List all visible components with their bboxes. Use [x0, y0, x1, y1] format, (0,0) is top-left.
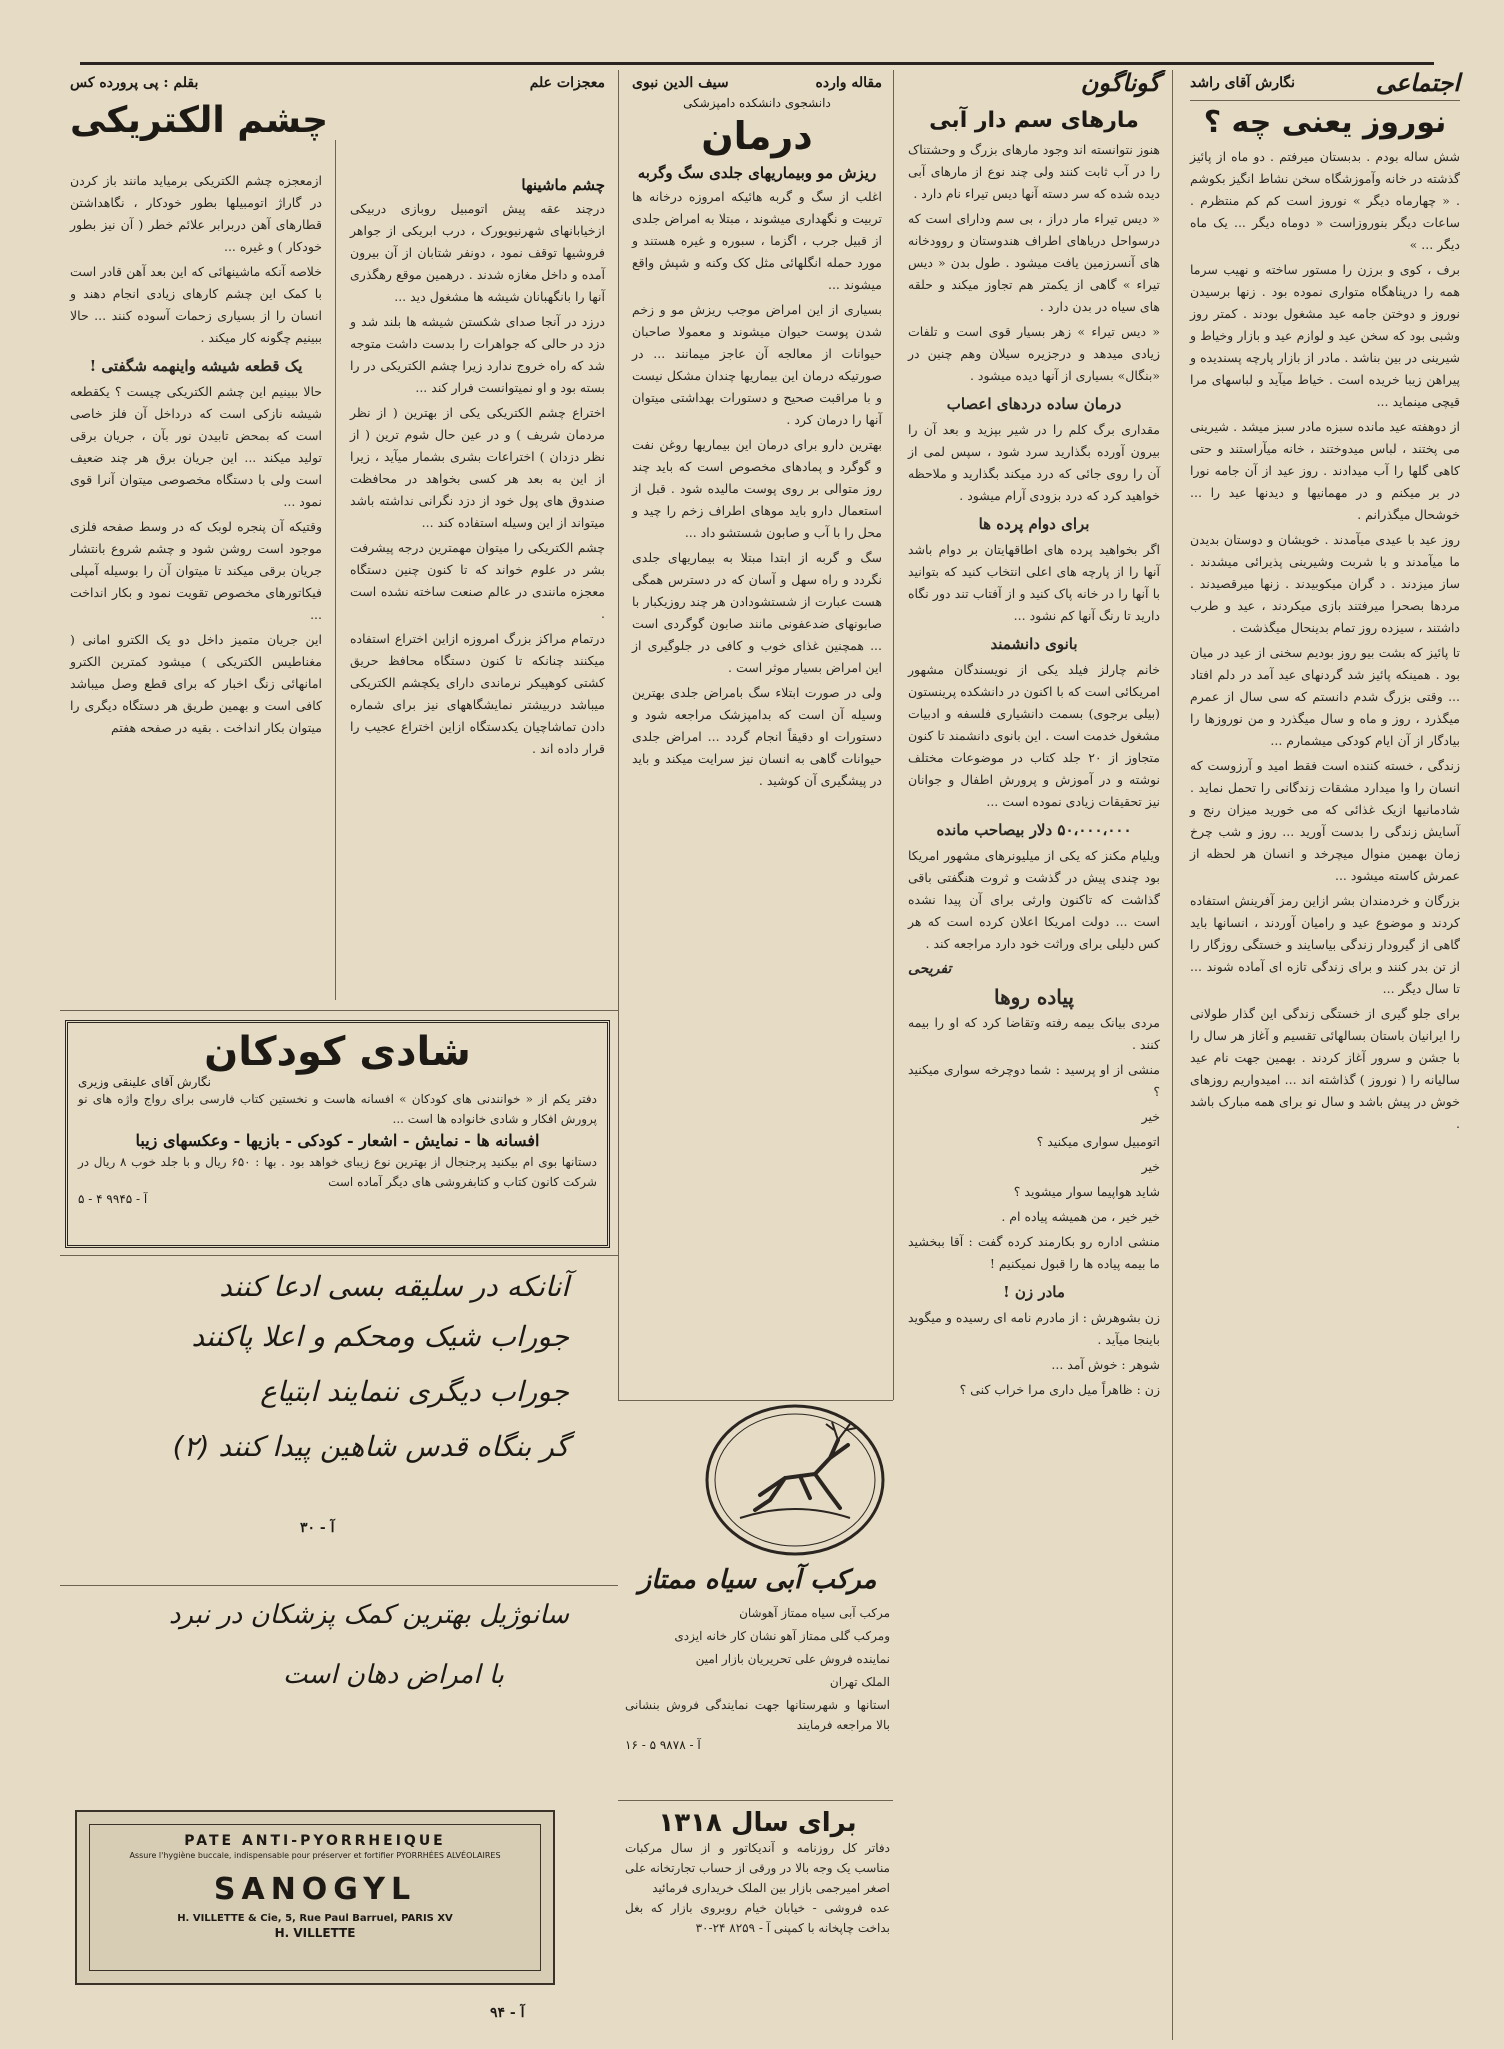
- section-divider: [60, 1010, 618, 1011]
- subheading: بانوی دانشمند: [990, 635, 1078, 653]
- subheading: یک قطعه شیشه واینهمه شگفتی !: [89, 357, 303, 375]
- article-body: هنوز نتوانسته اند وجود مارهای بزرگ و وحشتناک را در آب ثابت کنند ولی چند نوع از مارهای آبی دیده شده که سر دسته آنها دیس تیراء نام دارد . « دیس تیراء مار دراز ، بی سم ودارای است که درسواحل دریاهای اطراف هندوستان و روودخانه های آنسرزمین یافت میشود . طول بدن « دیس تیراء » گاهی از یکمتر هم تجاوز میکند و حلقه های سیاه در بدن دارد . « دیس تیراء » زهر بسیار قوی است و تلفات زیادی میدهد و درجزیره سیلان وهم چنین در «بنگال» بسیاری از آنها دیده میشود . درمان ساده دردهای اعصاب مقداری برگ کلم را در شیر بپزید و بعد آن را بیرون آورده بگذارید سرد شود ، سپس لمی از آن را روی جائی که درد میکند بگذارید و ملاحظه خواهید کرد که درد بزودی آرام میشود . برای دوام پرده ها اگر بخواهید پرده های اطاقهایتان بر دوام باشد آنها را از پارچه های اعلی انتخاب کنید که بتوانید با آنها را در خانه پاک کنید و از آفتاب تند دور نگاه دارید تا رنگ آنها کم نشود ... بانوی دانشمند خانم چارلز فیلد یکی از نویسندگان مشهور امریکائی است که با اکنون در دانشکده پرینستون (بیلی برجوی) بسمت دانشیاری فلسفه و ادبیات مشغول خدمت است . این بانوی دانشمند تا کنون متجاوز از ۲۰ جلد کتاب در موضوعات مختلف نوشته و در آموزش و پرورش اطفال و جوانان نیز تحقیقات زیادی نموده است ... ۵۰،۰۰۰،۰۰۰ دلار بیصاحب مانده ویلیام مکنز که یکی از میلیونرهای مشهور امریکا بود چندی پیش در گذشت و ثروت هنگفتی باقی گذاشت که تاکنون وارثی برای آن پیدا نشده است ... دولت امریکا اعلان کرده است که هر کس دلیلی برای وراثت خود دارد مراجعه کند . تفریحی پیاده روها مردی بیانک بیمه رفته وتقاضا کرد که او را بیمه کنند . منشی از او پرسید : شما دوچرخه سواری میکنید ؟ خیر اتومبیل سواری میکنید ؟ خیر شاید هواپیما سوار میشوید ؟ خیر خیر ، من همیشه پیاده ام . منشی اداره رو بکارمند کرده گفت : آقا ببخشید ما بیمه پیاده ها را قبول نمیکنیم ! مادر زن ! زن بشوهرش : از مادرم نامه ای رسیده و میگوید باینجا میآید . شوهر : خوش آمد ... زن : ظاهراً میل داری مرا خراب کنی ؟: [907, 142, 1160, 1397]
- column-divider: [335, 140, 336, 1000]
- section-label: اجتماعی: [1375, 70, 1460, 97]
- section-label: مقاله وارده: [815, 75, 882, 91]
- column-header: [632, 70, 882, 96]
- author-affiliation: دانشجوی دانشکده دامپزشکی: [683, 96, 831, 110]
- ad-code: آ - ۳۰: [300, 1520, 335, 1536]
- subheading: پیاده روها: [994, 985, 1074, 1009]
- sanogyl-ad-line: با امراض دهان است: [283, 1660, 504, 1690]
- section-label: معجزات علم: [529, 75, 605, 91]
- section-label: تفریحی: [908, 961, 952, 977]
- section-label: گوناگون: [1080, 70, 1160, 97]
- electric-eye-col-left: ازمعجزه چشم الکتریکی برمیاید مانند باز کردن در گاراژ اتومبیلها بطور خودکار ، نگاهداشتن قطارهای آهن دربرابر علائم خطر ( آن نیز بطور خودکار ) و غیره ... خلاصه آنکه ماشینهائی که این بعد آهن قادر است با کمک این چشم کارهای زیادی انجام دهند و انسان را از بسیاری زحمات آسوده کنند ... حالا ببینیم چگونه کار میکند . یک قطعه شیشه واینهمه شگفتی ! حالا ببینیم این چشم الکتریکی چیست ؟ یکقطعه شیشه نازکی است که درداخل آن فلز خاصی است که بمحض تابیدن نور بآن ، جریان برقی تولید میکند ... این جریان برق هر چند ضعیف است ولی با دستگاه مخصوصی میتوان آنرا قوی نمود ... وقتیکه آن پنجره لوبک که در وسط صفحه فلزی موجود است روشن شود و چشم شروع بانتشار جریان برقی میکند تا میتوان آن را بوسیله آمپلی فیکاتورهای مخصوص تقویت نمود و بکار انداخت ... این جریان متمیز داخل دو یک الکترو امانی ( مغناطیس الکتریکی ) میشود کمترین الکترو امانهائی زنگ اخبار که برای قطع وصل میباشد کافی است و بهمین طریق هر دستگاه دیگری را میتوان بکار انداخت . بقیه در صفحه هفتم: [70, 173, 322, 735]
- ad-title: برای سال ۱۳۱۸: [658, 1808, 857, 1838]
- article-title: مارهای سم دار آبی: [929, 108, 1139, 133]
- article-body: اغلب از سگ و گربه هائیکه امروزه درخانه ها تربیت و نگهداری میشوند ، مبتلا به امراض جلدی از قبیل جرب ، اگزما ، سبوره و غیره هستند و مورد حمله انگلهائی مثل کک وکنه و شپش واقع میشوند ... بسیاری از این امراض موجب ریزش مو و زخم شدن پوست حیوان میشوند و معمولا صاحبان حیوانات از معالجه آن عاجز میمانند ... در صورتیکه درمان این بیماریها چندان مشکل نیست و با مراقبت صحیح و دستورات بهداشتی میتوان آنها را درمان کرد . بهترین دارو برای درمان این بیماریها روغن نفت و گوگرد و پمادهای مخصوص است که باید چند روز متوالی بر روی پوست مالیده شود . قبل از استعمال دارو باید موهای اطراف زخم را چید و محل را با آب و صابون شستشو داد ... سگ و گربه از ابتدا مبتلا به بیماریهای جلدی نگردد و راه سهل و آسان که در دسترس همگی هست عبارت از شستشودادن هر چند روزیکبار با صابونهای ضدعفونی مانند صابون گوگردی است ... همچنین غذای خوب و کافی در جلوگیری از این امراض بسیار موثر است . ولی در صورت ابتلاء سگ بامراض جلدی بهترین وسیله آن است که بدامپزشک مراجعه شود و دستورات او دقیقاً انجام گردد ... امراض جلدی حیوانات گاهی به انسان نیز سرایت میکند و باید در پیشگیری آن کوشید .: [632, 189, 882, 788]
- column-divider: [618, 70, 619, 1400]
- article-title: نوروز یعنی چه ؟: [1203, 105, 1447, 140]
- electric-eye-col-right: چشم ماشینها درچند عقه پیش اتومبیل روبازی دربیکی ازخیابانهای شهرنیویورک ، درب ابریکی از جواهر فروشیها توقف نمود ، دونفر شتابان از آن بیرون آمده و داخل مغازه شدند . درهمین موقع رهگذری آنها را بانگهبانان شیشه ها مشغول دید ... درزد در آنجا صدای شکستن شیشه ها بلند شد و دزد در حالی که جواهرات را بدست داشت متوجه شد که راه خروج ندارد زیرا چشم الکتریکی در را بسته بود و او نمیتوانست فرار کند ... اختراع چشم الکتریکی یکی از بهترین ( از نظر مردمان شریف ) و در عین حال شوم ترین ( از نظر دزدان ) اختراعات بشری بشمار میآید ، زیرا از این به بعد هر کسی بخواهد در محافظت صندوق های پول خود از دزد نگرانی نداشته باشد میتواند از این وسیله استفاده کند ... چشم الکتریکی را میتوان مهمترین درجه پیشرفت بشر در علوم خواند که تا کنون چنین دستگاه معجزه مانندی در عالم صنعت ساخته نشده است . درتمام مراکز بزرگ امروزه ازاین اختراع استفاده میکنند چنانکه تا کنون دستگاه محافظ حریق کشتی کوهپیکر نرماندی دارای یکچشم الکتریکی میباشد دربیشتر نمایشگاههای نیز برای شماره دادن تماشاچیان یکدستگاه ازاین اختراع عجیب را قرار داده اند .: [350, 176, 605, 756]
- childrens-book-ad: شادی کودکان نگارش آقای علینقی وزیری دفتر یکم از « خوانندنی های کودکان » افسانه هاست و نخستین کتاب فارسی برای رواج واژه های نو پرورش افکار و شادی خانواده ها است ... افسانه ها - نمایش - اشعار - کودکی - بازیها - وعکسهای زیبا دستانها بوی ام بیکنید پرجنجال از بهترین نوع زیبای خواهد بود . بها : ۶۵۰ ریال و با جلد خوب ۸ ریال در شرکت کانون کتاب و کتابفروشی های دیگر آماده است آ - ۹۹۴۵ ۴ - ۵: [65, 1020, 610, 1248]
- subheading: ۵۰،۰۰۰،۰۰۰ دلار بیصاحب مانده: [936, 821, 1132, 839]
- author: سیف الدین نبوی: [632, 75, 729, 91]
- sock-ad-line: گر بنگاه قدس شاهین پیدا کنند (۲): [172, 1430, 569, 1463]
- column-misc: [898, 70, 1170, 2040]
- ad-code: آ - ۹۹۴۵ ۴ - ۵: [78, 1192, 148, 1206]
- sock-ad-line: آنانکه در سلیقه بسی ادعا کنند: [219, 1270, 569, 1303]
- article-body: شش ساله بودم . بدبستان میرفتم . دو ماه از پائیز گذشته در خانه وآموزشگاه سخن نشاط انگیز بکوشم . « چهارماه دیگر » نوروز است کم کم منتظرم . ساعات دیگر بنوروزاست « دوماه دیگر ... یک ماه دیگر ... » برف ، کوی و برزن را مستور ساخته و نهیب سرما همه را درپناهگاه متواری نموده بود . زنها برسیدن نوروز و دوختن جامه عید مشغول بودند . کمتر روز وشبی بود که سخن عید و لوازم عید و بازار وخیاط و شیرینی در بین بناشد . مادر از بازار پارچه پسندیده و پیراهن زیبا خریده است . خیاط میآید و لباسهای مرا قیچی مینماید ... از دوهفته عید مانده سبزه مادر سبز میشد . شیرینی می پختند ، لباس میدوختند ، خانه میآراستند و حتی کاهی گلها را آب میدادند . روز عید از آن جامه نورا در بر میکنم و در مهمانیها و دیدنها عید را ... خوشحال میگذرانم . روز عید با عیدی میآمدند . خویشان و دوستان بدیدن ما میآمدند و با شربت وشیرینی پذیرائی میشدند . ساز میزدند . د گران میکوبیدند . زنها میرقصیدند . مردها بصحرا میرفتند بازی میکردند ، عید و طرب داشتند ، سیزده روز تمام بدینحال میگذشت . تا پائیز که بشت بیو روز بودیم سخنی از عید در میان بود . همینکه پائیز شد گردنهای عید آمد در دلم افتاد ... وقتی بزرگ شدم دانستم که سی سال از عمرم میگذرد ، روز و ماه و سال میگذرد و من نوروزها را بیادگار از آن ایام کودکی میشمارم ... زندگی ، خسته کننده است فقط امید و آرزوست که انسان را وا میدارد مشقات زندگانی را تحمل نماید . شادمانیها ازیک غذائی که می خورید میزان رنج و آسایش زندگی را بدست آورید ... روز و شب چرخ زمان بهمین منوال میچرخد و انسان هر لحظه از عمرش کاسته میشود ... بزرگان و خردمندان بشر ازاین رمز آفرینش استفاده کردند و موضوع عید و رامیان آوردند ، انسانها باید گاهی از گیرودار زندگی بیاسایند و خستگی روزگار را از تن بدر کنند و برای زندگی تازه ای آماده شوند ... تا سال دیگر ... برای جلو گیری از خستگی زندگی این گذار طولانی را ایرانیان باستان بسالهائی تقسیم و آغاز هر سال را با جشن و سرور آغاز کردند . بهمین جهت نام عید سالیانه را ( نوروز ) گذاشته اند ... امیدواریم روزهای خوش در پیش باشد و سال نو برای همه مبارک باشد .: [1190, 149, 1460, 1131]
- subheading: مادر زن !: [1003, 1283, 1065, 1301]
- page-footer-code: آ - ۹۴: [490, 2005, 525, 2021]
- electric-eye-header: [60, 70, 615, 147]
- stag-emblem-icon: [700, 1400, 890, 1560]
- subheading: درمان ساده دردهای اعصاب: [946, 395, 1122, 413]
- byline: نگارش آقای راشد: [1190, 75, 1296, 91]
- column-nowruz: [1180, 70, 1470, 2040]
- subheading: چشم ماشینها: [521, 176, 605, 194]
- sock-ad-line: جوراب شیک ومحکم و اعلا پاکنند: [191, 1320, 569, 1353]
- column-divider: [893, 70, 894, 1400]
- ad-code: آ - ۹۸۷۸ ۵ - ۱۶: [625, 1738, 701, 1752]
- sanogyl-tin-image: PATE ANTI-PYORRHEIQUE Assure l'hygiène buccale, indispensable pour préserver et fortifier PYORRHÉES ALVÉOLAIRES SANOGYL H. VILLETTE & Cie, 5, Rue Paul Barruel, PARIS XV H. VILLETTE: [75, 1810, 555, 1985]
- subheading: برای دوام پرده ها: [978, 515, 1090, 533]
- calendar-ad: برای سال ۱۳۱۸ دفاتر کل روزنامه و آندیکاتور و از سال مرکبات مناسب یک وجه بالا در ورقی از حساب تجارتخانه علی اصغر امیرجمی بازار بین الملک خریداری فرمائید عده فروشی - خیابان خیام روبروی بازار که بغل بداخت چاپخانه با کمپنی آ - ۸۲۵۹ ۲۴-۳۰: [625, 1808, 890, 1935]
- column-header: [908, 70, 1160, 96]
- section-divider: [60, 1255, 618, 1256]
- sock-ad-line: جوراب دیگری ننمایند ابتیاع: [260, 1375, 569, 1408]
- sanogyl-ad-line: سانوژیل بهترین کمک پزشکان در نبرد: [168, 1600, 569, 1630]
- column-divider: [1172, 70, 1173, 2040]
- column-header: [1190, 70, 1460, 96]
- ad-title: شادی کودکان: [204, 1029, 471, 1075]
- section-divider: [60, 1585, 618, 1586]
- column-treatment: [622, 70, 892, 1395]
- byline: بقلم : پی پرورده کس: [70, 75, 199, 91]
- ad-title: مرکب آبی سیاه ممتاز: [638, 1565, 877, 1595]
- article-subtitle: ریزش مو وبیماریهای جلدی سگ وگربه: [637, 164, 877, 182]
- top-rule: [80, 62, 1434, 65]
- article-title: چشم الکتریکی: [70, 100, 329, 141]
- ink-ad: مرکب آبی سیاه ممتاز مرکب آبی سیاه ممتاز آهوشان ومرکب گلی ممتاز آهو نشان کار خانه ایزدی نماینده فروش علی تحریریان بازار امین الملک تهران استانها و شهرستانها جهت نمایندگی فروش بنشانی بالا مراجعه فرمایند آ - ۹۸۷۸ ۵ - ۱۶: [625, 1565, 890, 1752]
- article-title: درمان: [701, 114, 813, 158]
